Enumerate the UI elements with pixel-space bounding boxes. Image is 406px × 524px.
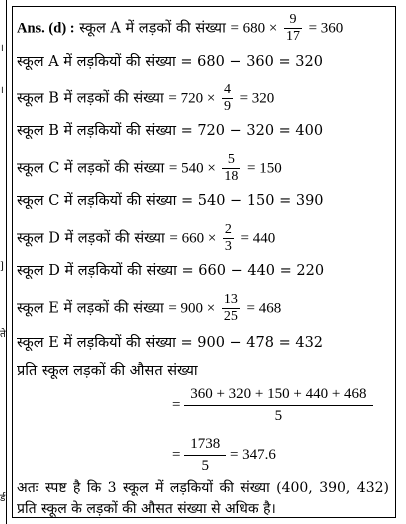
fraction-numerator: 5 [222, 152, 240, 169]
average-numerator: 360 + 320 + 150 + 440 + 468 [184, 386, 372, 406]
result-fraction [184, 436, 226, 475]
boys-school-c [17, 152, 282, 185]
girls-school-c: स्कूल C में लड़कियों की संख्या = 540 − 150 = 390 [17, 193, 324, 209]
girls-school-b: स्कूल B में लड़कियों की संख्या = 720 − 320 = 400 [17, 123, 324, 139]
boys-school-e [17, 292, 281, 325]
line-prefix: स्कूल A में लड़कों की संख्या [79, 20, 226, 37]
expression-result: = 150 [247, 160, 282, 177]
expression-result: = 440 [240, 230, 276, 247]
boys-school-d [17, 222, 275, 255]
fraction-denominator: 25 [223, 309, 238, 324]
result-value: = 347.6 [229, 446, 276, 463]
average-denominator: 5 [274, 408, 283, 424]
margin-mark: । [0, 85, 4, 96]
fraction-denominator: 17 [285, 29, 300, 44]
line-prefix: स्कूल B में लड़कों की संख्या [17, 90, 164, 107]
equals-sign: = [172, 396, 181, 413]
line-prefix: स्कूल D में लड़कों की संख्या [17, 230, 165, 247]
left-margin-fragment [0, 0, 5, 524]
fraction [222, 292, 240, 325]
average-label: प्रति स्कूल लड़कों की औसत संख्या [17, 363, 198, 379]
girls-school-a: स्कूल A में लड़कियों की संख्या = 680 − 360 = 320 [17, 54, 323, 70]
fraction-numerator: 2 [224, 222, 232, 237]
girls-school-e: स्कूल E में लड़कियों की संख्या = 900 − 478 = 432 [17, 335, 324, 351]
average-fraction [184, 386, 372, 425]
expression: = 660 × [169, 230, 217, 247]
fraction [222, 82, 233, 115]
conclusion-text: अतः स्पष्ट है कि 3 स्कूल में लड़कियों की संख्या (400, 390, 432) प्रति स्कूल के लड़कों की औसत संख्या से अधिक है। [17, 480, 389, 517]
expression-result: = 320 [239, 90, 275, 107]
boys-school-a [17, 12, 343, 45]
fraction [222, 152, 240, 185]
expression: = 680 × [230, 20, 278, 37]
fraction [223, 222, 234, 255]
boys-school-b [17, 82, 274, 115]
result-denominator: 5 [201, 458, 209, 474]
answer-label: Ans. (d) : [17, 20, 75, 37]
girls-school-d: स्कूल D में लड़कियों की संख्या = 660 − 440 = 220 [17, 263, 325, 279]
expression-result: = 468 [246, 300, 282, 317]
fraction-denominator: 3 [224, 239, 232, 254]
margin-mark: ते [0, 329, 6, 340]
margin-mark: । [0, 43, 4, 54]
result-numerator: 1738 [184, 436, 226, 456]
fraction-numerator: 13 [223, 292, 238, 307]
fraction-numerator: 4 [223, 82, 231, 97]
fraction-denominator: 18 [224, 169, 239, 184]
fraction-denominator: 9 [223, 99, 231, 114]
line-prefix: स्कूल C में लड़कों की संख्या [17, 160, 165, 177]
fraction-numerator: 9 [284, 12, 302, 29]
fraction [284, 12, 302, 45]
margin-mark: र्ड [0, 493, 6, 504]
line-prefix: स्कूल E में लड़कों की संख्या [17, 300, 164, 317]
expression: = 900 × [168, 300, 216, 317]
equals-sign: = [172, 446, 181, 463]
expression-result: = 360 [308, 20, 344, 37]
column-divider [6, 0, 7, 524]
expression: = 720 × [168, 90, 216, 107]
average-result [172, 436, 276, 475]
average-expression [172, 386, 373, 425]
margin-mark: ] [0, 261, 4, 272]
expression: = 540 × [168, 160, 216, 177]
